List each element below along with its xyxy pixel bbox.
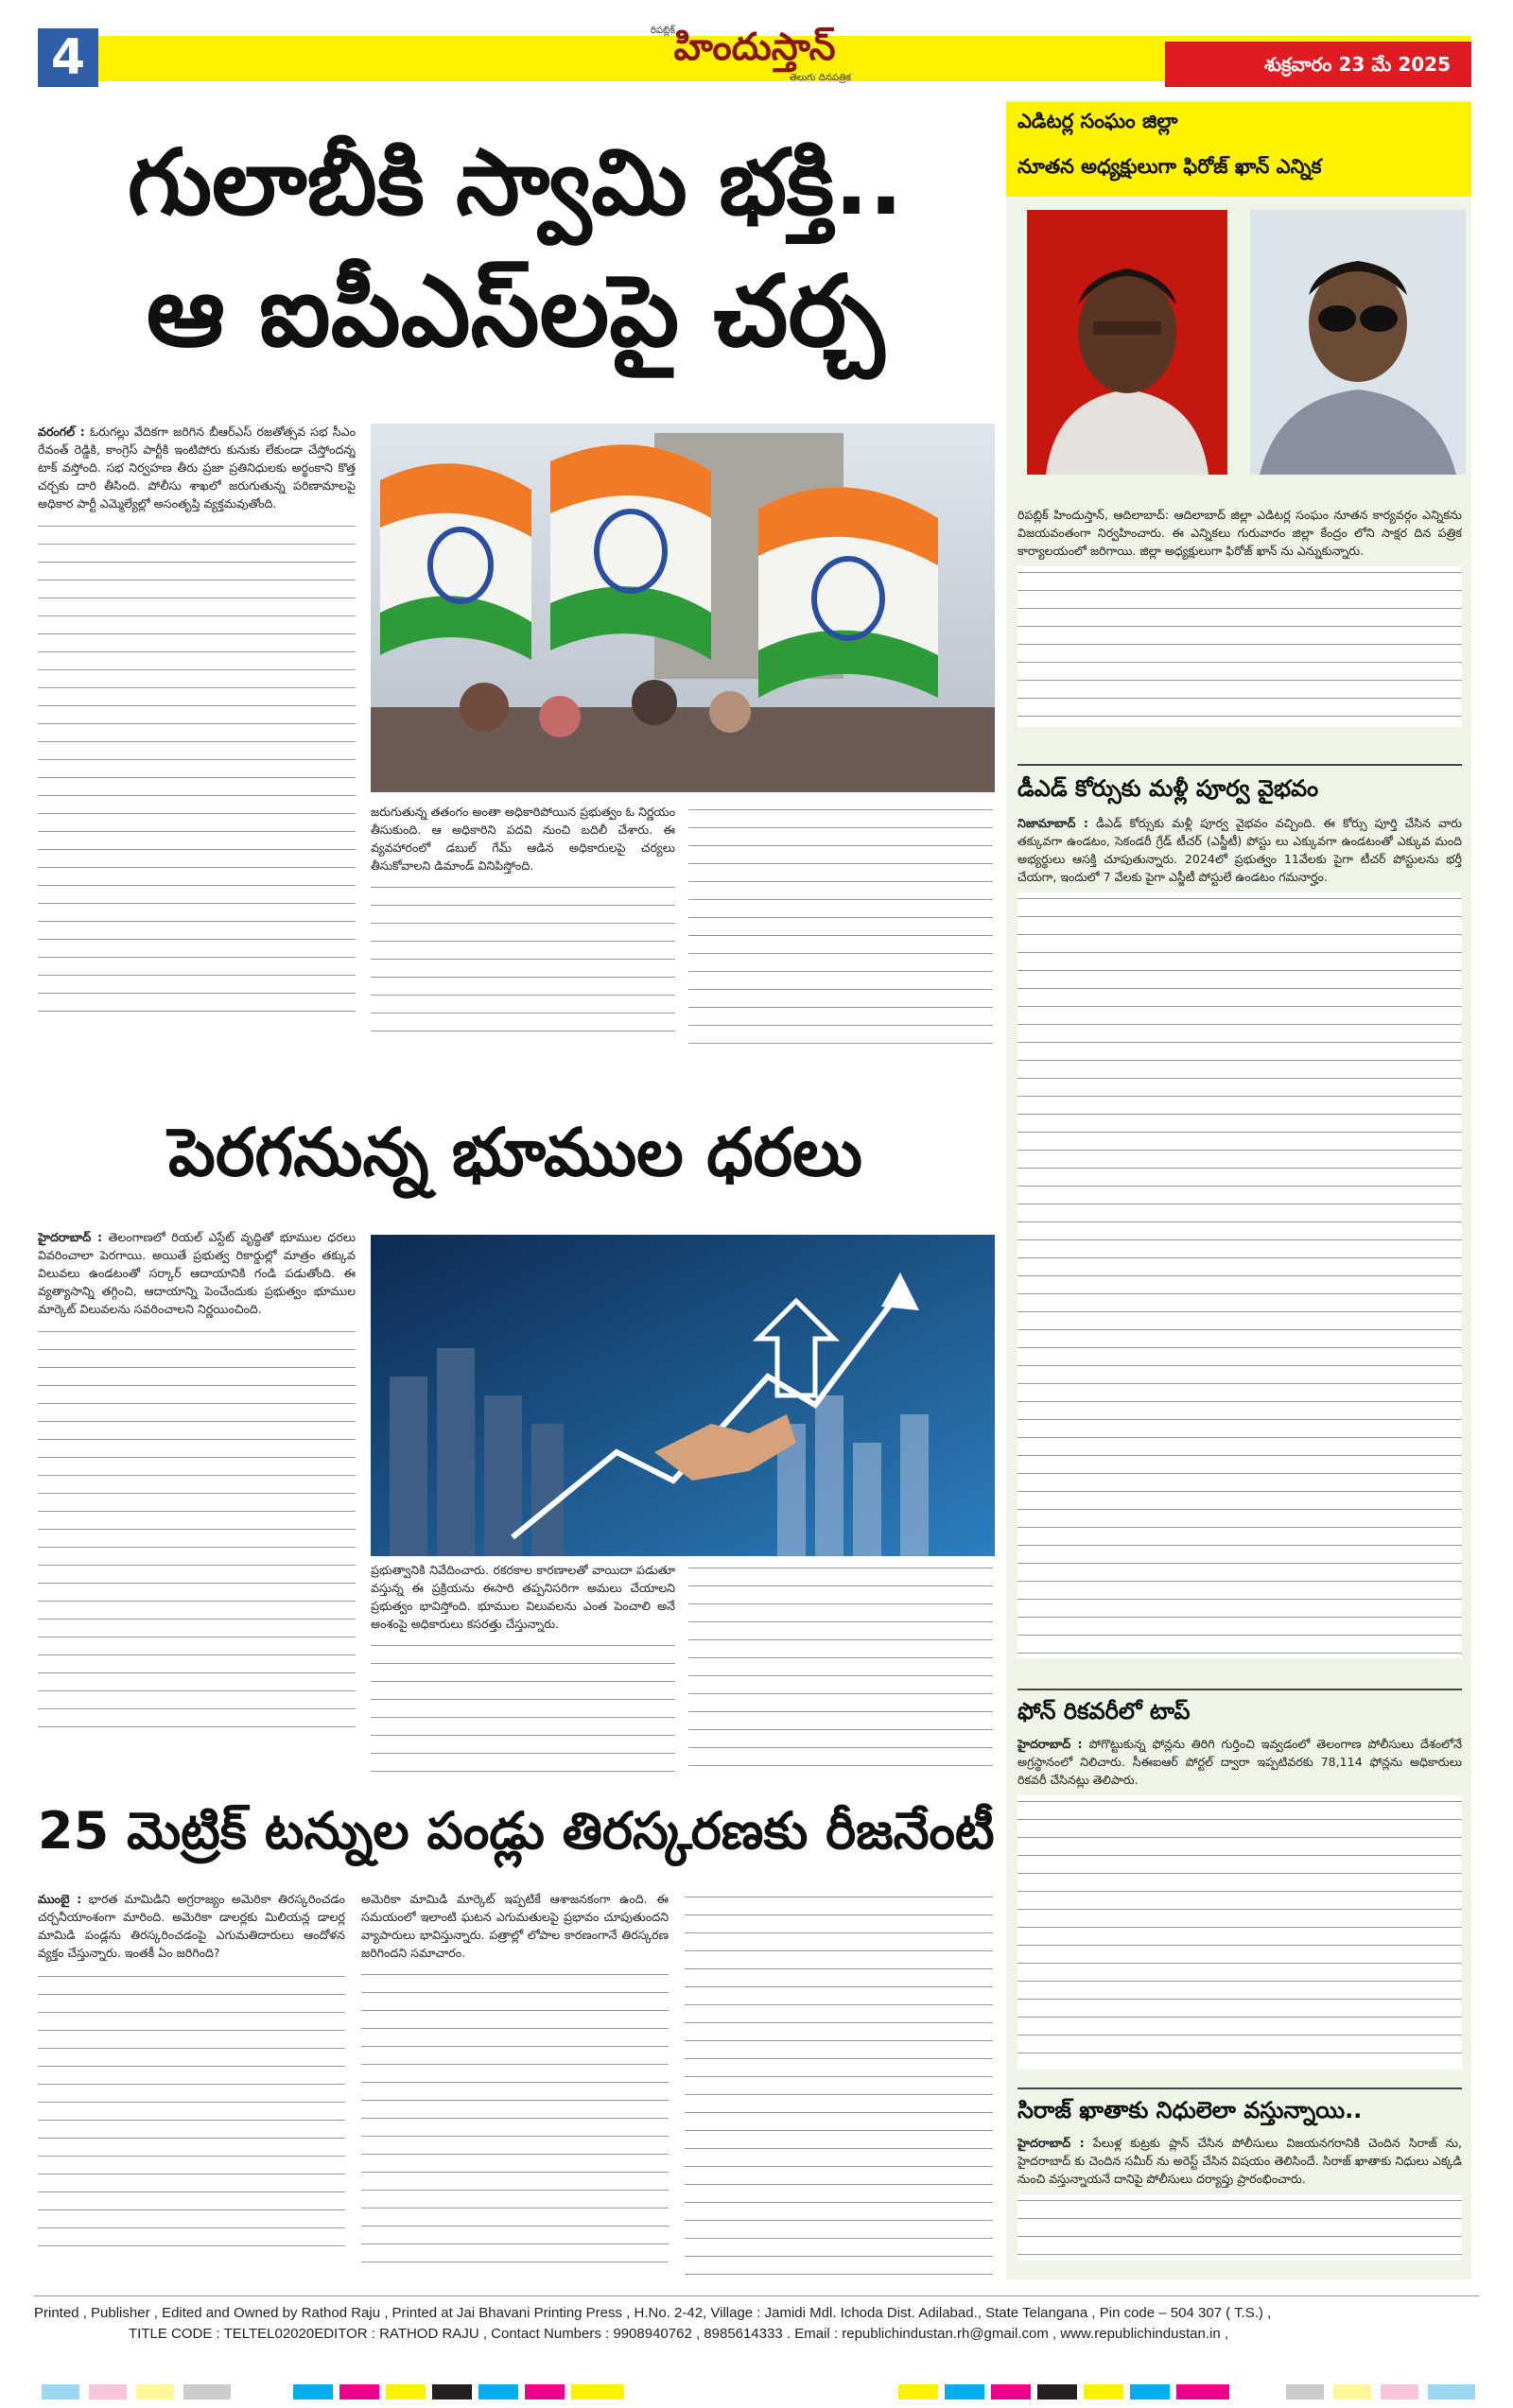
real-estate-growth-photo <box>371 1235 995 1556</box>
story1-body: ఓరుగల్లు వేదికగా జరిగిన బీఆర్ఎస్ రజతోత్సవ సభ సీఎం రేవంత్ రెడ్డికి, కాంగ్రెస్ పార్టీకి ఇంటిపోరు కునుకు లేకుండా చేస్తోందన్న టాక్ వస్తోంది. సభ నిర్వహణ తీరు ప్రజా ప్రతినిధులకు అర్థంకాని కొత్త చర్చకు దారి తీసింది. పోలీసు శాఖలో జరుగుతున్న పరిణామాలపై అధికార పార్టీ ఎమ్మెల్యేల్లో అసంతృప్తి వ్యక్తమవుతోంది. <box>38 424 356 511</box>
story3-dateline: ముంబై : <box>38 1892 82 1906</box>
deed-title: డీఎడ్ కోర్సుకు మళ్లీ పూర్వ వైభవం <box>1017 775 1319 802</box>
story1-column1 <box>38 424 356 1048</box>
congress-flags-photo <box>371 424 995 792</box>
story2-column2-lines <box>371 1639 675 1772</box>
masthead-logo <box>651 25 859 91</box>
story1-column2-lines <box>371 881 675 1042</box>
deed-text-lines <box>1017 892 1462 1658</box>
page-number: 4 <box>38 28 98 87</box>
siraj-title: సిరాజ్ ఖాతాకు నిధులెలా వస్తున్నాయి.. <box>1017 2097 1363 2123</box>
story1-column3 <box>688 804 993 1051</box>
phone-dateline: హైదరాబాద్ : <box>1017 1737 1083 1751</box>
story1-column2 <box>371 804 675 1051</box>
story2-column3 <box>688 1562 993 1779</box>
masthead-tagline: తెలుగు దినపత్రిక <box>789 73 851 83</box>
story2-column2 <box>371 1562 675 1779</box>
story2-dateline: హైదరాబాద్ : <box>38 1230 103 1244</box>
story3-column3 <box>685 1891 993 2278</box>
editors-text-lines <box>1017 566 1462 727</box>
color-registration-bar <box>898 2384 1229 2399</box>
phone-title: ఫోన్ రికవరీలో టాప్ <box>1017 1698 1191 1724</box>
color-registration-bar <box>1286 2384 1475 2399</box>
story2-body-cont: ప్రభుత్వానికి నివేదించారు. రకరకాల కారణాలతో వాయిదా పడుతూ వస్తున్న ఈ ప్రక్రియను ఈసారి తప్పనిసరిగా అమలు చేయాలని ప్రభుత్వం భావిస్తోంది. భూముల విలువలను ఎంత పెంచాలి అనే అంశంపై అధికారులు కసరత్తు చేస్తున్నారు. <box>371 1563 675 1631</box>
siraj-article <box>1017 2135 1462 2277</box>
story3-body-cont: అమెరికా మామిడి మార్కెట్ ఇప్పటికే ఆశాజనకంగా ఉంది. ఈ సమయంలో ఇలాంటి ఘటన ఎగుమతులపై ప్రభావం చూపుతుందని వ్యాపారులు భావిస్తున్నారు. పత్రాల్లో లోపాల కారణంగానే తిరస్కరణ జరిగిందని సమాచారం. <box>361 1892 669 1960</box>
person-photo-right <box>1250 210 1466 475</box>
editors-title-line1: ఎడిటర్ల సంఘం జిల్లా <box>1017 110 1178 132</box>
story2-headline: పెరగనున్న భూముల ధరలు <box>168 1114 862 1191</box>
color-registration-bar <box>42 2384 231 2399</box>
phone-text-lines <box>1017 1795 1462 2070</box>
editors-article <box>1017 507 1462 760</box>
imprint-footer <box>34 2303 1479 2345</box>
editors-body: రిపబ్లిక్ హిందుస్తాన్, ఆదిలాబాద్: ఆదిలాబాద్ జిల్లా ఎడిటర్ల సంఘం నూతన కార్యవర్గం ఎన్నికను విజయవంతంగా నిర్వహించారు. ఈ ఎన్నికలు గురువారం జిల్లా కేంద్రం లోని సాక్షర దిన పత్రిక కార్యాలయంలో జరిగాయి. జిల్లా అధ్యక్షులుగా ఫిరోజ్ ఖాన్ ను ఎన్నుకున్నారు. <box>1017 508 1462 558</box>
story1-dateline: వరంగల్ : <box>38 424 85 439</box>
siraj-dateline: హైదరాబాద్ : <box>1017 2136 1085 2150</box>
story3-column2-lines <box>361 1968 669 2271</box>
person-photo-left <box>1027 210 1227 475</box>
story2-column1 <box>38 1229 356 1777</box>
color-registration-bar <box>293 2384 624 2399</box>
story3-body: భారత మామిడిని అగ్రరాజ్యం అమెరికా తిరస్కరించడం చర్చనీయాంశంగా మారింది. అమెరికా డాలర్లకు మిలియన్ల డాలర్ల మామిడి పండ్లను తిరస్కరించడంపై ఎగుమతిదారులు ఆందోళన వ్యక్తం చేస్తున్నారు. ఇంతకీ ఏం జరిగింది? <box>38 1892 345 1960</box>
issue-date: శుక్రవారం 23 మే 2025 <box>1165 42 1471 87</box>
story1-headline-line2: ఆ ఐపీఎస్‌లపై చర్చ <box>146 253 885 369</box>
deed-dateline: నిజామాబాద్ : <box>1017 816 1088 830</box>
phone-body: పోగొట్టుకున్న ఫోన్లను తిరిగి గుర్తించి ఇవ్వడంలో తెలంగాణ పోలీసులు దేశంలోనే అగ్రస్థానంలో నిలిచారు. సీఈఐఆర్ పోర్టల్ ద్వారా ఇప్పటివరకు 78,114 ఫోన్లను అధికారులు రికవరీ చేసినట్లు తెలిపారు. <box>1017 1737 1462 1787</box>
story2-text-lines <box>38 1325 356 1741</box>
siraj-body: పేలుళ్ల కుట్రకు ప్లాన్ చేసిన పోలీసులు విజయనగరానికి చెందిన సిరాజ్ ను, హైదరాబాద్ కు చెందిన సమీర్ ను అరెస్ట్ చేసిన విషయం తెలిసిందే. సిరాజ్ ఖాతాకు నిధులు ఎక్కడి నుంచి వస్తున్నాయనే దానిపై పోలీసులు దర్యాప్తు ప్రారంభించారు. <box>1017 2136 1462 2186</box>
story1-body-cont: జరుగుతున్న తతంగం అంతా అధికారిపోయిన ప్రభుత్వం ఓ నిర్ణయం తీసుకుంది. ఆ అధికారిని పదవి నుంచి బదిలీ చేశారు. ఈ వ్యవహారంలో డబుల్ గేమ్ ఆడిన అధికారులపై చర్యలు తీసుకోవాలని డిమాండ్ వినిపిస్తోంది. <box>371 805 675 873</box>
deed-article <box>1017 815 1462 1685</box>
sidebar-divider <box>1017 2088 1462 2089</box>
masthead-title: హిందుస్తాన్ <box>673 25 836 69</box>
story1-headline-line1: గులాబీకి స్వామి భక్తి.. <box>127 130 904 235</box>
story3-headline: 25 మెట్రిక్ టన్నుల పండ్లు తిరస్కరణకు రీజనేంటీ <box>38 1801 995 1861</box>
sidebar-divider <box>1017 764 1462 766</box>
imprint-line1: Printed , Publisher , Edited and Owned by Rathod Raju , Printed at Jai Bhavani Printing Press , H.No. 2-42, Village : Jamidi Mdl. Ichoda Dist. Adilabad., State Telangana , Pin code – 504 307 ( T.S.) , <box>34 2305 1272 2321</box>
story3-column2 <box>361 1891 669 2278</box>
sidebar-divider <box>1017 1689 1462 1690</box>
story3-text-lines <box>38 1970 345 2254</box>
story1-text-lines <box>38 520 356 1012</box>
phone-article <box>1017 1736 1462 2086</box>
story3-column1 <box>38 1891 345 2278</box>
editors-title-line2: నూతన అధ్యక్షులుగా ఫిరోజ్ ఖాన్ ఎన్నిక <box>1017 155 1322 178</box>
deed-body: డీఎడ్ కోర్సుకు మళ్లీ పూర్వ వైభవం వచ్చింది. ఈ కోర్సు పూర్తి చేసిన వారు తక్కువగా ఉండటం, సెకండరీ గ్రేడ్ టీచర్ (ఎస్జీటీ) పోస్టు లు ఎక్కువగా ఉండటంతో ఎక్కువ మంది అభ్యర్థులు ఆసక్తి చూపుతున్నారు. 2024లో ప్రభుత్వం 11వేలకు పైగా టీచర్ పోస్టులను భర్తీ చేయగా, ఇందులో 7 వేలకు పైగా ఎస్జీటీ పోస్టులే ఉండటం గమనార్హం. <box>1017 816 1462 884</box>
masthead-prefix: రిపబ్లిక్ <box>651 26 675 36</box>
siraj-text-lines <box>1017 2194 1462 2261</box>
footer-divider <box>34 2295 1479 2296</box>
story2-body: తెలంగాణలో రియల్ ఎస్టేట్ వృద్ధితో భూముల ధరలు వివరించాలా పెరగాయి. అయితే ప్రభుత్వ రికార్డుల్లో మాత్రం తక్కువ విలువలు ఉండటంతో సర్కార్ ఆదాయానికి గండి పడుతోంది. ఈ వ్యత్యాసాన్ని తగ్గించి, ఆదాయాన్ని పెంచేందుకు ప్రభుత్వం భూముల మార్కెట్ విలువలను సవరించాలని నిర్ణయించింది. <box>38 1230 356 1316</box>
imprint-line2: TITLE CODE : TELTEL02020EDITOR : RATHOD RAJU , Contact Numbers : 9908940762 , 8985614333 . Email : republichindustan.rh@gmail.com , www.republichindustan.in , <box>129 2325 1228 2342</box>
